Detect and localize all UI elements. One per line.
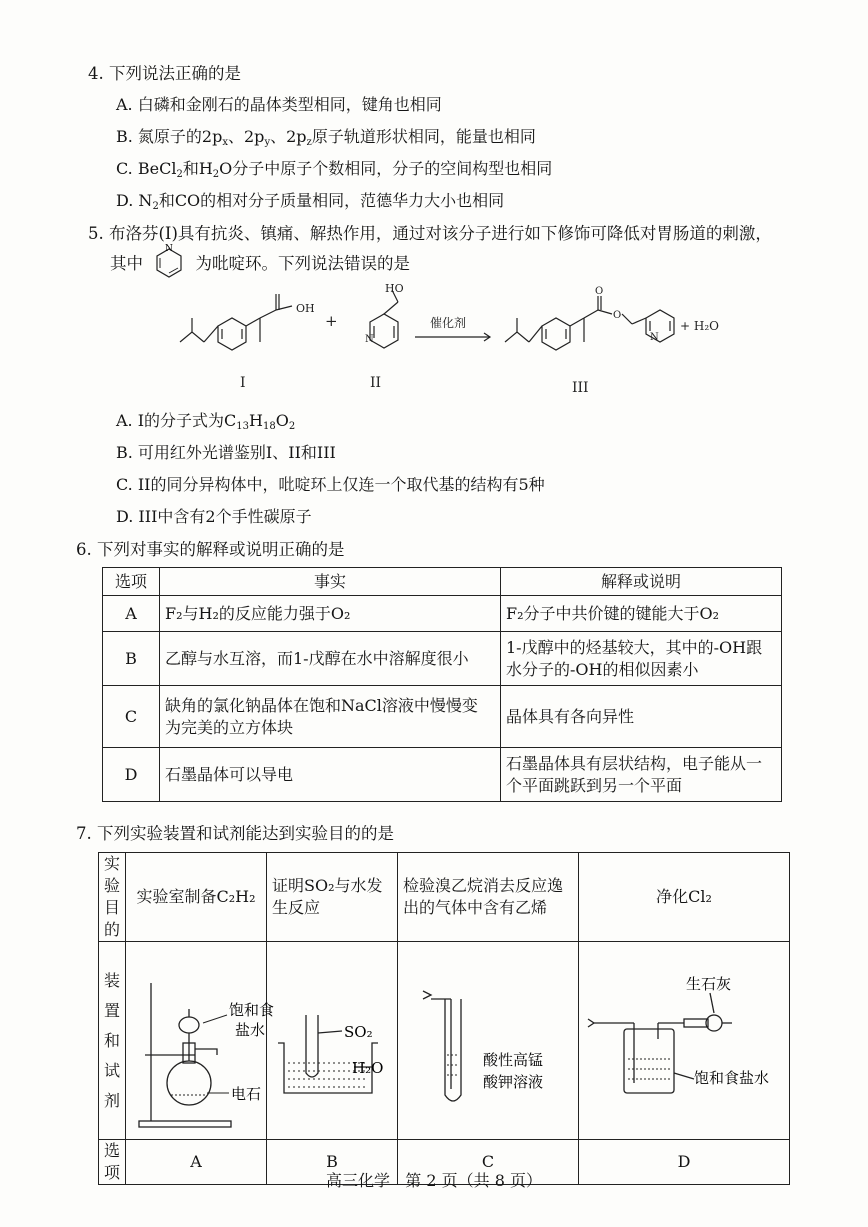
q6-table [102,567,782,802]
option-c: C [398,1140,579,1185]
ethylene-test-apparatus [403,943,573,1133]
table-header-row [103,568,782,596]
svg-text:饱和食盐水: 饱和食盐水 [694,1068,770,1087]
svg-text:SO₂: SO₂ [344,1022,373,1041]
apparatus-row [99,942,790,1140]
page-footer: 高三化学 第 2 页（共 8 页） [326,1171,542,1190]
svg-text:生石灰: 生石灰 [686,974,732,993]
svg-text:酸钾溶液: 酸钾溶液 [483,1072,544,1091]
row-fact: 石墨晶体可以导电 [160,748,501,802]
purpose-b: 证明SO₂与水发 生反应 [267,853,398,942]
svg-text:盐水: 盐水 [235,1020,266,1039]
q4-option-b: B. 氮原子的$2p_x$、$2p_y$、$2p_z$原子轨道形状相同，能量也相同 [116,127,536,148]
q5-stem: 5. 布洛芬(I)具有抗炎、镇痛、解热作用，通过对该分子进行如下修饰可降低对胃肠道的刺激， [88,224,772,243]
apparatus-c [398,942,579,1140]
n-label-ii: N [365,334,374,345]
option-a: A [126,1140,267,1185]
row-fact: 乙醇与水互溶，而1-戊醇在水中溶解度很小 [160,632,501,686]
row-fact: F₂与H₂的反应能力强于O₂ [160,596,501,632]
apparatus-d [579,942,790,1140]
table-row [103,632,782,686]
svg-text:H₂O: H₂O [352,1058,384,1077]
catalyst-label: 催化剂 [430,316,467,330]
o-label-ester: O [613,310,622,321]
oh-label: OH [296,302,315,315]
row-option: C [103,686,160,748]
svg-text:电石: 电石 [231,1084,262,1103]
header-option: 选项 [103,568,160,596]
table-row [103,596,782,632]
plus-sign: + [325,312,338,330]
reaction-scheme [160,282,740,397]
q4-stem: 4. 下列说法正确的是 [88,64,241,83]
table-row [103,748,782,802]
row-fact: 缺角的氯化钠晶体在饱和NaCl溶液中慢慢变 为完美的立方体块 [160,686,501,748]
q7-table [98,852,790,1185]
purpose-row [99,853,790,942]
purpose-d: 净化Cl₂ [579,853,790,942]
label-ii: II [370,375,382,391]
row-explanation: 石墨晶体具有层状结构，电子能从一 个平面跳跃到另一个平面 [501,748,782,802]
o-label-carbonyl: O [595,286,604,297]
ho-label: HO [385,282,404,295]
label-i: I [240,375,246,391]
q5-option-b: B. 可用红外光谱鉴别I、II和III [116,443,336,462]
row-explanation: 1-戊醇中的烃基较大，其中的-OH跟 水分子的-OH的相似因素小 [501,632,782,686]
option-header: 选项 [99,1140,126,1185]
option-d: D [579,1140,790,1185]
row-option: A [103,596,160,632]
so2-water-apparatus [272,943,392,1133]
svg-text:酸性高锰: 酸性高锰 [483,1050,544,1069]
option-b: B [267,1140,398,1185]
apparatus-a [126,942,275,1140]
q5-option-c: C. II的同分异构体中，吡啶环上仅连一个取代基的结构有5种 [116,475,545,494]
svg-text:饱和食: 饱和食 [229,1000,275,1019]
q4-option-c: C. BeCl$_2$和$H_2O$分子中原子个数相同，分子的空间构型也相同 [116,159,553,180]
q5-stem-line2: 其中 N 为吡啶环。下列说法错误的是 [110,250,410,275]
q7-stem: 7. 下列实验装置和试剂能达到实验目的的是 [76,824,394,843]
purpose-c: 检验溴乙烷消去反应逸 出的气体中含有乙烯 [398,853,579,942]
q5-option-a: A. I的分子式为$C_{13}H_{18}O_2$ [116,411,296,432]
chlorine-purification-apparatus [584,943,784,1133]
water-product: + H₂O [680,319,719,333]
header-explanation: 解释或说明 [501,568,782,596]
q4-option-a: A. 白磷和金刚石的晶体类型相同，键角也相同 [116,95,442,114]
purpose-a: 实验室制备C₂H₂ [126,853,267,942]
row-option: B [103,632,160,686]
purpose-header: 实验 目的 [99,853,126,942]
apparatus-b [267,942,398,1140]
n-label-iii: N [650,332,659,343]
pyridine-n: N [165,243,174,254]
label-iii: III [572,380,589,396]
header-fact: 事实 [160,568,501,596]
q6-stem: 6. 下列对事实的解释或说明正确的是 [76,540,345,559]
q4-option-d: D. $N_2$和CO的相对分子质量相同，范德华力大小也相同 [116,191,505,212]
row-option: D [103,748,160,802]
row-explanation: 晶体具有各向异性 [501,686,782,748]
acetylene-apparatus [131,943,275,1133]
q5-option-d: D. III中含有2个手性碳原子 [116,507,312,526]
apparatus-header: 装 置 和 试 剂 [99,942,126,1140]
table-row [103,686,782,748]
pyridine-ring-icon [148,243,190,275]
row-explanation: F₂分子中共价键的键能大于O₂ [501,596,782,632]
